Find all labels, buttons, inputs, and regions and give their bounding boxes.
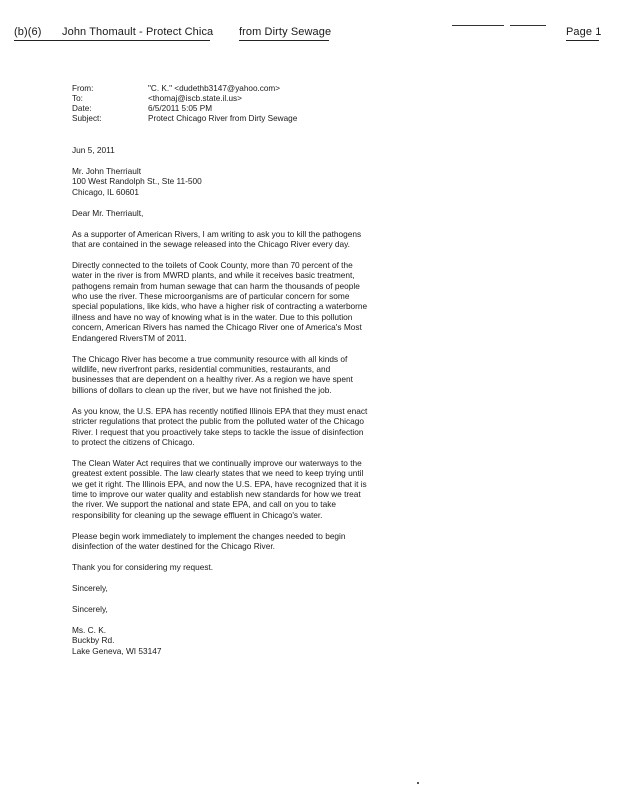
signature-line: Buckby Rd. bbox=[72, 635, 115, 646]
meta-label: From: bbox=[72, 84, 94, 93]
header-page-number: Page 1 bbox=[566, 26, 602, 38]
paragraph: As a supporter of American Rivers, I am writing to ask you to kill the pathogens that are contained in the sewage released into the Chicago River every day. bbox=[72, 228, 362, 249]
scan-speck bbox=[417, 782, 419, 784]
header-rule bbox=[510, 25, 546, 26]
closing: Sincerely, bbox=[72, 583, 108, 593]
header-underline bbox=[14, 40, 210, 41]
meta-row-date bbox=[72, 104, 297, 114]
meta-row-subject bbox=[72, 114, 297, 124]
letter-date: Jun 5, 2011 bbox=[72, 145, 115, 155]
paragraph: Directly connected to the toilets of Cook County, more than 70 percent of the water in the river is from MWRD plants, and while it receives basic treatment, pathogens remain from human sewage that can harm the thousands of people who use the river. These microorganisms are of particular concern for some special populations, like kids, who have a higher risk of contracting a waterborne illness and have no way of knowing what is in the water. Due to this pollution concern, American Rivers has named the Chicago River one of America's Most Endangered RiversTM of 2011. bbox=[72, 259, 368, 343]
meta-label: To: bbox=[72, 94, 83, 103]
paragraph: The Clean Water Act requires that we continually improve our waterways to the greatest extent possible. The law clearly states that we need to keep trying until we get it right. The Illinois EPA, and now the U.S. EPA, have recognized that it is time to improve our water quality and establish new standards for how we treat the river. We support the national and state EPA, and call on you to take responsibility for cleaning up the sewage effluent in Chicago's water. bbox=[72, 457, 367, 520]
header-title: John Thomault - Protect Chica bbox=[62, 26, 214, 38]
paragraph: Thank you for considering my request. bbox=[72, 562, 214, 573]
header-subject: from Dirty Sewage bbox=[239, 26, 332, 38]
meta-label: Subject: bbox=[72, 114, 102, 123]
meta-row-from bbox=[72, 84, 297, 94]
meta-label: Date: bbox=[72, 104, 92, 113]
header-rule bbox=[452, 25, 504, 26]
paragraph: As you know, the U.S. EPA has recently notified Illinois EPA that they must enact stricter regulations that protect the public from the polluted water of the Chicago River. I request that you proactively take steps to tackle the issue of disinfection to protect the citizens of Chicago. bbox=[72, 405, 368, 447]
email-metadata bbox=[72, 84, 297, 124]
header-redaction-mark: (b)(6) bbox=[14, 26, 42, 38]
signature-line: Ms. C. K. bbox=[72, 624, 107, 635]
signature-line: Lake Geneva, WI 53147 bbox=[72, 645, 162, 656]
address-line: Mr. John Therriault bbox=[72, 165, 142, 176]
meta-value: <thomaj@iscb.state.il.us> bbox=[148, 94, 242, 103]
paragraph: The Chicago River has become a true community resource with all kinds of wildlife, new riverfront parks, residential communities, restaurants, and businesses that are dependent on a healthy river. As a region we have spent billions of dollars to clean up the river, but we have not finished the job. bbox=[72, 353, 353, 395]
letter-body bbox=[72, 145, 372, 667]
header-underline bbox=[239, 40, 329, 41]
salutation: Dear Mr. Therriault, bbox=[72, 207, 144, 218]
meta-row-to bbox=[72, 94, 297, 104]
meta-value: Protect Chicago River from Dirty Sewage bbox=[148, 114, 298, 123]
recipient-address bbox=[72, 166, 372, 197]
meta-value: "C. K." <dudethb3147@yahoo.com> bbox=[148, 84, 281, 93]
address-line: Chicago, IL 60601 bbox=[72, 186, 140, 197]
header-underline bbox=[566, 40, 599, 41]
signature-block bbox=[72, 625, 372, 656]
closing: Sincerely, bbox=[72, 603, 108, 614]
address-line: 100 West Randolph St., Ste 11-500 bbox=[72, 176, 202, 187]
meta-value: 6/5/2011 5:05 PM bbox=[148, 104, 213, 113]
paragraph: Please begin work immediately to implement the changes needed to begin disinfection of the water destined for the Chicago River. bbox=[72, 530, 346, 552]
